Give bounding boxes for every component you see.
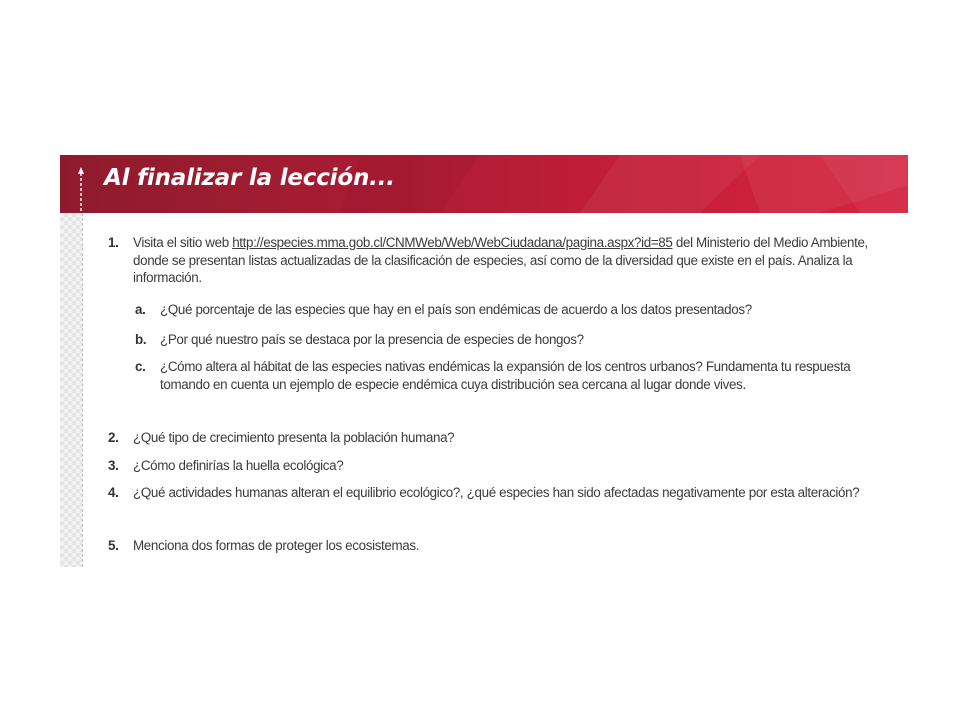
item-number: 3. bbox=[108, 458, 119, 473]
side-pattern-stripe bbox=[60, 213, 82, 567]
item-text bbox=[133, 234, 895, 287]
sub-item-text: ¿Por qué nuestro país se destaca por la presencia de especies de hongos? bbox=[160, 332, 584, 347]
item-text-before-link: Visita el sitio web bbox=[133, 235, 233, 250]
item-number: 2. bbox=[108, 430, 119, 445]
section-banner bbox=[60, 155, 908, 213]
item-number: 5. bbox=[108, 538, 119, 553]
item-text: Menciona dos formas de proteger los ecosistemas. bbox=[133, 538, 420, 553]
item-number: 1. bbox=[108, 235, 119, 250]
sub-item-letter: a. bbox=[135, 302, 146, 317]
species-website-link[interactable]: http://especies.mma.gob.cl/CNMWeb/Web/WebCiudadana/pagina.aspx?id=85 bbox=[232, 235, 673, 250]
side-dashed-line bbox=[82, 213, 83, 567]
sub-item-letter: c. bbox=[135, 359, 146, 374]
item-number: 4. bbox=[108, 485, 119, 500]
arrow-up-icon bbox=[78, 167, 84, 211]
item-text: ¿Cómo definirías la huella ecológica? bbox=[133, 458, 344, 473]
section-title: Al finalizar la lección... bbox=[104, 165, 395, 191]
item-text: ¿Qué tipo de crecimiento presenta la población humana? bbox=[133, 430, 455, 445]
sub-item-text: ¿Qué porcentaje de las especies que hay en el país son endémicas de acuerdo a los datos presentados? bbox=[160, 302, 752, 317]
sub-item-text: ¿Cómo altera al hábitat de las especies nativas endémicas la expansión de los centros urbanos? Fundamenta tu respuesta tomando en cuenta un ejemplo de especie endémica cuya distribución sea cercana al lugar donde vives. bbox=[160, 359, 851, 392]
item-text-after-link: del Ministerio del Medio Ambiente, donde se presentan listas actualizadas de la clasificación de especies, así como de la diversidad que existe en el país. Analiza la información. bbox=[133, 235, 868, 285]
item-text: ¿Qué actividades humanas alteran el equilibrio ecológico?, ¿qué especies han sido afectadas negativamente por esta alteración? bbox=[133, 485, 860, 500]
activity-box bbox=[60, 155, 908, 567]
sub-item-letter: b. bbox=[135, 332, 147, 347]
